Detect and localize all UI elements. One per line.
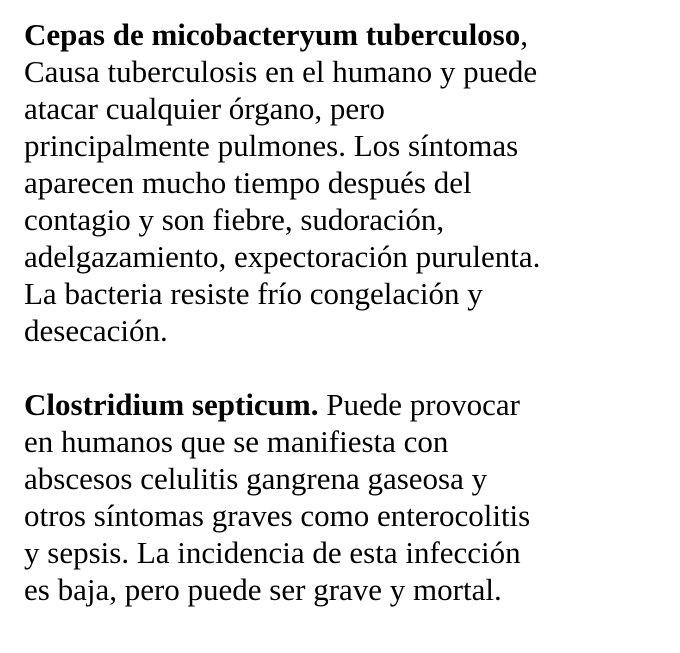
text-line: es baja, pero puede ser grave y mortal.: [24, 572, 502, 607]
term-suffix: Puede provocar: [318, 387, 520, 422]
text-line: otros síntomas graves como enterocolitis: [24, 498, 531, 533]
text-line: Causa tuberculosis en el humano y puede: [24, 54, 538, 89]
document-body: [24, 16, 664, 645]
term-suffix: ,: [520, 17, 528, 52]
paragraph-first-line: [24, 386, 664, 423]
paragraph-tuberculosis: [24, 16, 664, 349]
bold-term: Cepas de micobacteryum tuberculoso: [24, 17, 521, 52]
text-line: atacar cualquier órgano, pero: [24, 91, 385, 126]
paragraph-clostridium: [24, 386, 664, 608]
text-line: aparecen mucho tiempo después del: [24, 165, 472, 200]
bold-term: Clostridium septicum.: [24, 387, 319, 422]
text-line: principalmente pulmones. Los síntomas: [24, 128, 519, 163]
text-line: y sepsis. La incidencia de esta infección: [24, 535, 521, 570]
text-line: abscesos celulitis gangrena gaseosa y: [24, 461, 488, 496]
text-line: adelgazamiento, expectoración purulenta.: [24, 239, 541, 274]
text-line: La bacteria resiste frío congelación y: [24, 276, 483, 311]
text-line: contagio y son fiebre, sudoración,: [24, 202, 445, 237]
text-line: en humanos que se manifiesta con: [24, 424, 449, 459]
paragraph-first-line: [24, 16, 664, 53]
text-line: desecación.: [24, 313, 168, 348]
